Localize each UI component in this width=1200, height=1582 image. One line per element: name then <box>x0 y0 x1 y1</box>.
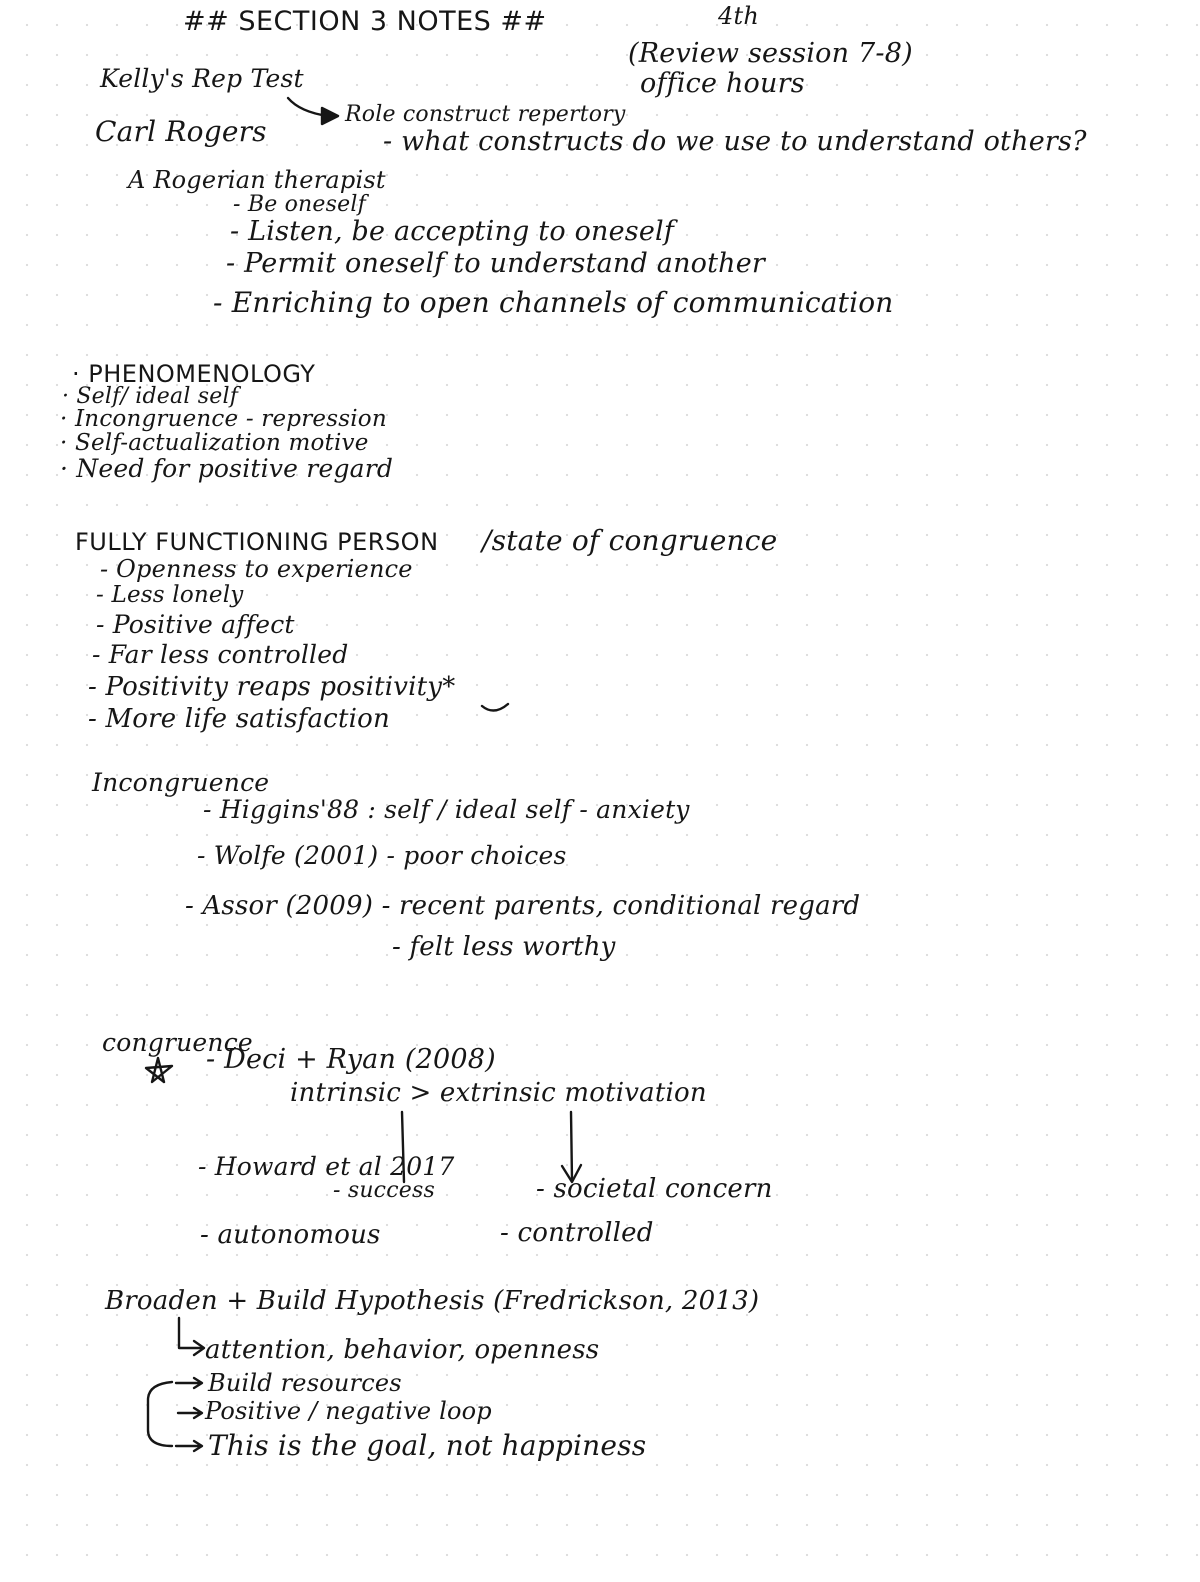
broaden-item: Positive / negative loop <box>205 1397 492 1425</box>
congruence-heading: congruence <box>102 1028 253 1057</box>
phenomenology-item: · Self/ ideal self <box>62 384 239 409</box>
role-construct-text: Role construct repertory <box>345 102 626 127</box>
fully-functioning-item: - Far less controlled <box>92 640 349 669</box>
fully-functioning-item: - Openness to experience <box>100 555 413 583</box>
societal-concern-note: - societal concern <box>536 1174 773 1204</box>
rogers-item: - Be oneself <box>233 192 366 217</box>
rogers-item: - Listen, be accepting to oneself <box>230 216 675 247</box>
constructs-question: - what constructs do we use to understand others? <box>383 126 1087 157</box>
motivation-note: intrinsic > extrinsic motivation <box>290 1078 707 1108</box>
carl-rogers-heading: Carl Rogers <box>95 115 267 148</box>
arrow-icon <box>178 1408 202 1418</box>
fully-functioning-item: - Positive affect <box>96 610 295 639</box>
phenomenology-item: · PHENOMENOLOGY <box>72 360 316 388</box>
bracket-mark <box>148 1382 172 1446</box>
fully-functioning-heading: FULLY FUNCTIONING PERSON <box>75 528 439 556</box>
phenomenology-item: · Incongruence - repression <box>60 406 387 432</box>
rogers-item: - Permit oneself to understand another <box>226 248 766 279</box>
broaden-build-heading: Broaden + Build Hypothesis (Fredrickson, 2013) <box>105 1286 760 1316</box>
fully-functioning-item: - Less lonely <box>96 582 244 608</box>
kelly-rep-test-heading: Kelly's Rep Test <box>100 64 304 93</box>
squiggle-mark <box>482 704 508 711</box>
autonomous-note: - autonomous <box>200 1220 381 1250</box>
felt-less-worthy-note: - felt less worthy <box>392 932 616 962</box>
broaden-item: This is the goal, not happiness <box>208 1429 647 1462</box>
controlled-note: - controlled <box>500 1218 654 1248</box>
attention-note: attention, behavior, openness <box>205 1335 600 1365</box>
phenomenology-item: · Self-actualization motive <box>60 430 369 456</box>
arrow-icon <box>176 1378 202 1388</box>
deci-ryan-note: - Deci + Ryan (2008) <box>206 1044 496 1075</box>
star-icon <box>146 1058 172 1082</box>
fully-functioning-item: - Positivity reaps positivity* <box>88 672 456 702</box>
howard-note: - Howard et al 2017 <box>198 1152 455 1181</box>
success-note: - success <box>333 1178 435 1203</box>
phenomenology-item: · Need for positive regard <box>60 454 394 483</box>
arrow-icon <box>176 1441 202 1451</box>
incongruence-heading: Incongruence <box>92 768 270 797</box>
assor-note: - Assor (2009) - recent parents, conditional regard <box>185 891 861 921</box>
extrinsic-arrow-icon <box>571 1112 572 1180</box>
office-hours-note: office hours <box>640 68 805 99</box>
date-note: 4th <box>718 2 759 30</box>
wolfe-note: - Wolfe (2001) - poor choices <box>197 841 567 870</box>
broaden-item: Build resources <box>208 1369 402 1397</box>
rogers-item: - Enriching to open channels of communication <box>213 286 894 319</box>
higgins-note: - Higgins'88 : self / ideal self - anxiety <box>203 795 690 824</box>
section-title: ## SECTION 3 NOTES ## <box>183 6 547 37</box>
review-session-note: (Review session 7-8) <box>628 38 913 69</box>
state-of-congruence: /state of congruence <box>482 524 778 557</box>
rogerian-therapist-label: A Rogerian therapist <box>128 166 386 194</box>
fully-functioning-item: - More life satisfaction <box>88 704 390 734</box>
intrinsic-arrow-icon <box>402 1112 404 1182</box>
